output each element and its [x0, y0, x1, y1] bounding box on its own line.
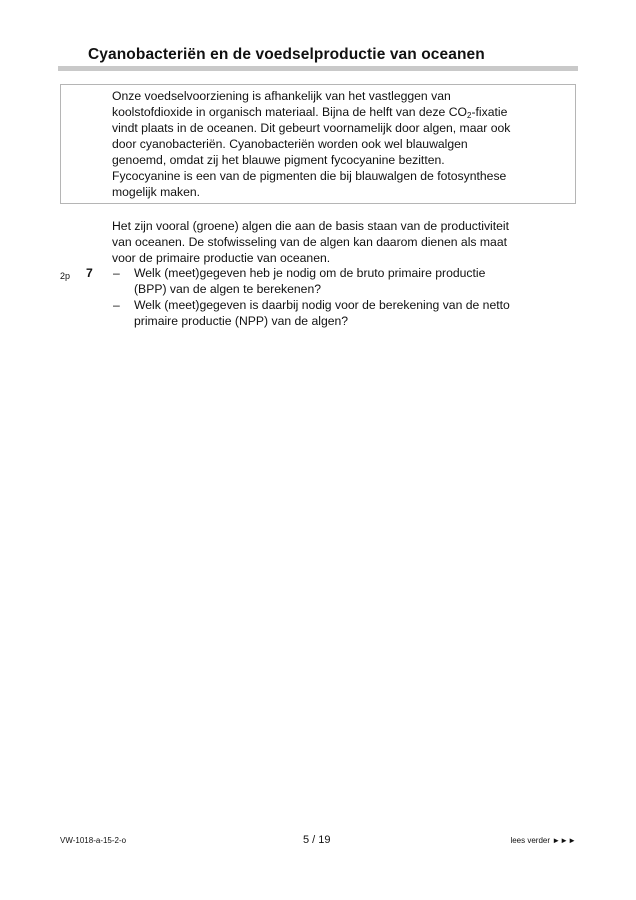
exam-code: VW-1018-a-15-2-o [60, 836, 127, 845]
intro-line: Onze voedselvoorziening is afhankelijk van het vastleggen van [112, 89, 451, 103]
question-item-dash: – [113, 298, 120, 312]
context-line: van oceanen. De stofwisseling van de algen kan daarom dienen als maat [112, 235, 507, 249]
question-item-line: Welk (meet)gegeven heb je nodig om de bruto primaire productie [134, 266, 486, 280]
intro-line: koolstofdioxide in organisch materiaal. Bijna de helft van deze CO [112, 105, 467, 119]
question-points: 2p [60, 271, 71, 281]
question-number: 7 [86, 266, 93, 280]
context-line: Het zijn vooral (groene) algen die aan de basis staan van de productiviteit [112, 219, 510, 233]
question-item-line: primaire productie (NPP) van de algen? [134, 314, 349, 328]
intro-line: Fycocyanine is een van de pigmenten die bij blauwalgen de fotosynthese [112, 169, 507, 183]
intro-line: door cyanobacteriën. Cyanobacteriën worden ook wel blauwalgen [112, 137, 468, 151]
intro-line: mogelijk maken. [112, 185, 201, 199]
context-line: voor de primaire productie van oceanen. [112, 251, 331, 265]
question-item [134, 297, 510, 329]
page-title: Cyanobacteriën en de voedselproductie van oceanen [88, 46, 485, 63]
question-item [134, 265, 485, 297]
page-number: 5 / 19 [303, 834, 331, 846]
co2-suffix: -fixatie [471, 105, 508, 119]
question-item-dash: – [113, 266, 120, 280]
intro-text [112, 88, 568, 200]
context-text [112, 218, 568, 266]
question-item-line: (BPP) van de algen te berekenen? [134, 282, 322, 296]
intro-line: genoemd, omdat zij het blauwe pigment fycocyanine bezitten. [112, 153, 445, 167]
question-item-line: Welk (meet)gegeven is daarbij nodig voor de berekening van de netto [134, 298, 510, 312]
intro-line-co2 [112, 104, 568, 120]
title-divider [58, 66, 578, 71]
continue-label: lees verder ►►► [510, 836, 576, 845]
co2-subscript: 2 [467, 111, 472, 120]
intro-line: vindt plaats in de oceanen. Dit gebeurt voornamelijk door algen, maar ook [112, 121, 511, 135]
